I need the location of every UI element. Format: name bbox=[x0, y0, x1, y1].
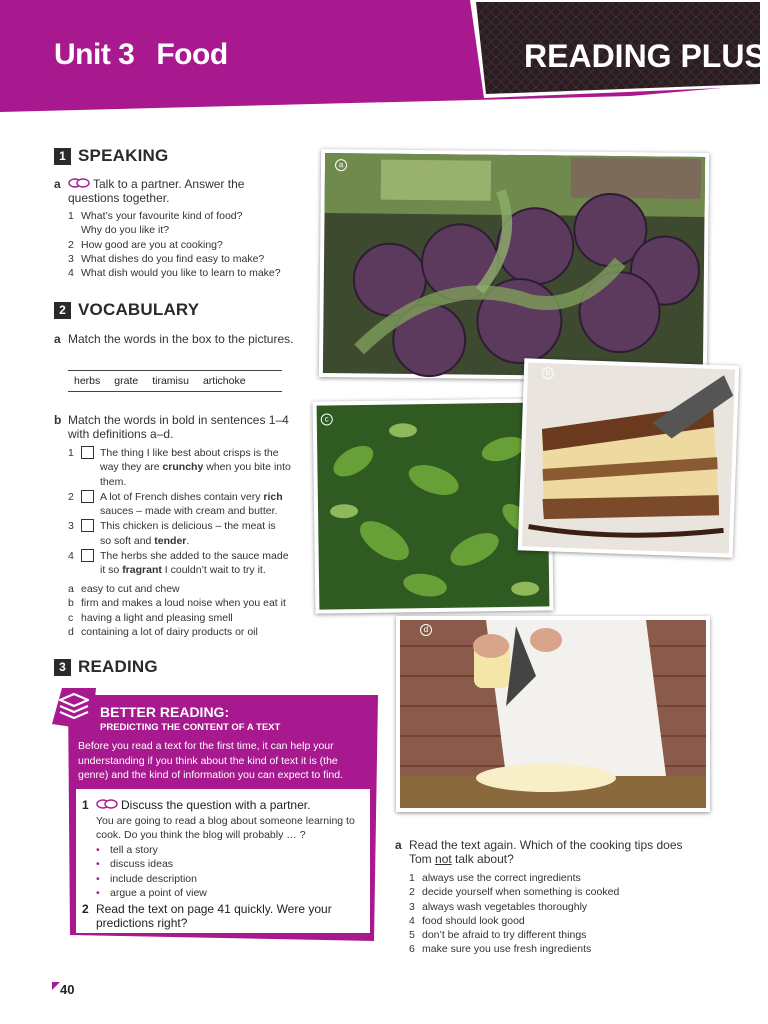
sentence-text: A lot of French dishes contain very rich sauces – made with cream and butter. bbox=[100, 490, 283, 518]
better-reading-icon-bg bbox=[52, 688, 96, 730]
list-item: Why do you like it? bbox=[81, 224, 170, 237]
word: artichoke bbox=[202, 375, 246, 387]
reading-tips bbox=[409, 871, 619, 957]
photo-label: a bbox=[335, 159, 347, 171]
reading-heading: 3 READING bbox=[54, 657, 158, 677]
herbs-image bbox=[313, 398, 554, 613]
photo-artichokes bbox=[319, 149, 709, 381]
speaking-questions bbox=[68, 209, 281, 280]
tip-item: 4 food should look good bbox=[409, 914, 525, 927]
photo-grating bbox=[396, 616, 710, 812]
tiramisu-image bbox=[518, 358, 740, 557]
definition-item: d containing a lot of dairy products or oil bbox=[68, 625, 258, 638]
bullet-icon: • bbox=[96, 858, 100, 871]
better-reading-title: BETTER READING: bbox=[100, 704, 230, 720]
sentence-item: 1 The thing I like best about crisps is the way they are crunchy when you bite into them. bbox=[68, 446, 308, 489]
photo-label: c bbox=[321, 413, 333, 425]
answer-checkbox[interactable] bbox=[81, 446, 94, 459]
vocabulary-heading: 2 VOCABULARY bbox=[54, 300, 199, 320]
unit-title: Unit 3 Food bbox=[54, 38, 228, 71]
bullet-item: • tell a story bbox=[96, 844, 158, 856]
vocabulary-definitions bbox=[68, 582, 286, 639]
word-box bbox=[68, 370, 282, 392]
photo-herbs bbox=[313, 398, 554, 613]
vocabulary-task-b: b Match the words in bold in sentences 1–4 with definitions a–d. bbox=[54, 413, 289, 441]
definition-item: a easy to cut and chew bbox=[68, 583, 180, 595]
section-title: READING PLUS bbox=[524, 38, 766, 74]
artichokes-image bbox=[319, 149, 709, 381]
bullet-item: • argue a point of view bbox=[96, 887, 207, 900]
vocabulary-task-a: a Match the words in the box to the pictures. bbox=[54, 332, 294, 346]
definition-item: c having a light and pleasing smell bbox=[68, 611, 233, 624]
word: herbs bbox=[74, 375, 101, 387]
photo-label: d bbox=[420, 624, 432, 636]
question-1: 1 Discuss the question with a partner. bbox=[82, 798, 311, 812]
speech-bubbles-icon bbox=[96, 799, 118, 810]
bullet-icon: • bbox=[96, 887, 100, 900]
better-reading-subtitle: PREDICTING THE CONTENT OF A TEXT bbox=[100, 722, 281, 733]
list-item: 3 What dishes do you find easy to make? bbox=[68, 252, 265, 265]
tip-item: 1 always use the correct ingredients bbox=[409, 872, 581, 884]
photo-tiramisu bbox=[518, 358, 740, 557]
sentence-item: 4 The herbs she added to the sauce made it so fragrant I couldn’t wait to try it. bbox=[68, 549, 308, 578]
question-1-options bbox=[96, 843, 207, 901]
bullet-item: • discuss ideas bbox=[96, 858, 174, 871]
definition-item: b firm and makes a loud noise when you eat it bbox=[68, 597, 286, 610]
vocabulary-sentences bbox=[68, 446, 308, 579]
list-item: 4 What dish would you like to learn to make? bbox=[68, 267, 281, 280]
speech-bubbles-icon bbox=[68, 178, 90, 189]
sentence-text: This chicken is delicious – the meat is so soft and tender. bbox=[100, 520, 276, 547]
books-stack-icon bbox=[52, 688, 96, 730]
grating-cheese-image bbox=[396, 616, 710, 812]
question-2: 2 Read the text on page 41 quickly. Were your predictions right? bbox=[82, 902, 332, 930]
sentence-item: 3 This chicken is delicious – the meat is so soft and tender. bbox=[68, 519, 308, 548]
speaking-task-a: a Talk to a partner. Answer the questions together. bbox=[54, 177, 245, 205]
answer-checkbox[interactable] bbox=[81, 490, 94, 503]
list-item: 1 What’s your favourite kind of food? bbox=[68, 210, 243, 222]
answer-checkbox[interactable] bbox=[81, 519, 94, 532]
better-reading-text: Before you read a text for the first time, it can help your understanding if you think about the kind of text it is (the genre) and the kind of information you can expect to find. bbox=[78, 740, 343, 781]
list-item: 2 How good are you at cooking? bbox=[68, 238, 223, 251]
bullet-icon: • bbox=[96, 844, 100, 856]
word: grate bbox=[114, 375, 139, 387]
photo-label: b bbox=[542, 367, 554, 379]
reading-task-a: a Read the text again. Which of the cooking tips does Tom not talk about? bbox=[395, 838, 683, 866]
sentence-text: The thing I like best about crisps is the way they are crunchy when you bite into them. bbox=[100, 447, 291, 488]
speaking-heading: 1 SPEAKING bbox=[54, 146, 168, 166]
sentence-text: The herbs she added to the sauce made it so fragrant I couldn’t wait to try it. bbox=[100, 550, 289, 577]
tip-item: 2 decide yourself when something is cooked bbox=[409, 886, 620, 899]
page-number: 40 bbox=[52, 982, 74, 997]
question-1-prompt: You are going to read a blog about someone learning to cook. Do you think the blog will probably … ? bbox=[96, 815, 355, 841]
bullet-icon: • bbox=[96, 872, 100, 885]
tip-item: 5 don’t be afraid to try different things bbox=[409, 929, 587, 942]
better-reading-questions bbox=[76, 789, 370, 933]
word: tiramisu bbox=[152, 375, 189, 387]
bullet-item: • include description bbox=[96, 872, 197, 885]
sentence-item: 2 A lot of French dishes contain very rich sauces – made with cream and butter. bbox=[68, 490, 308, 519]
tip-item: 6 make sure you use fresh ingredients bbox=[409, 943, 592, 956]
tip-item: 3 always wash vegetables thoroughly bbox=[409, 900, 588, 913]
answer-checkbox[interactable] bbox=[81, 549, 94, 562]
